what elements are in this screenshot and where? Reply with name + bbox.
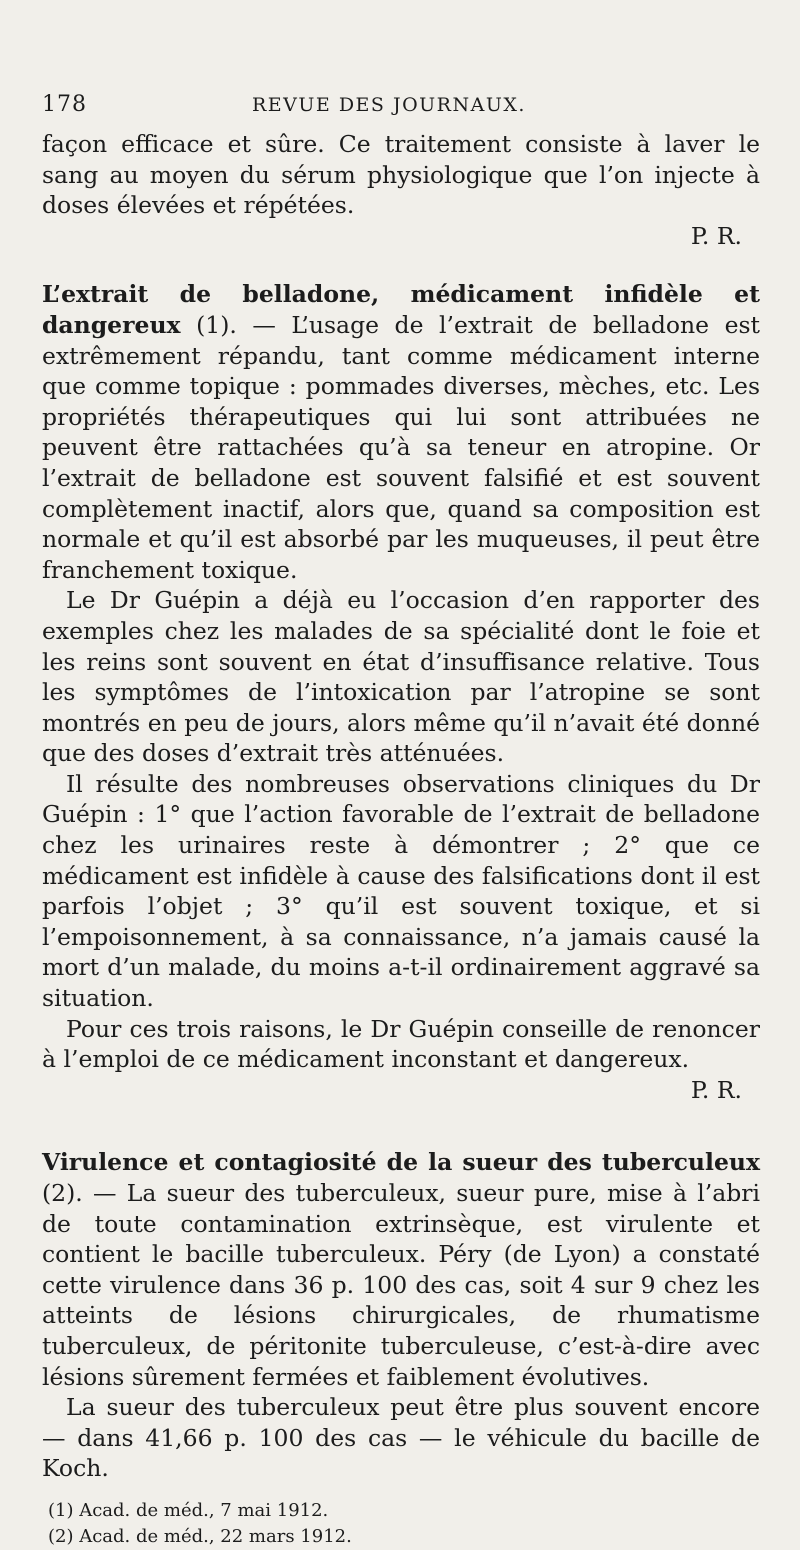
paragraph: La sueur des tuberculeux, sueur pure, mise à l’abri de toute contamination extrinsèque, est virulente et contient le bacille tuberculeux. Péry (de Lyon) a constaté cette virulence dans 36 p. 100 des cas, soit 4 sur 9 chez les atteints de lésions chirurgicales, de rhumatisme tuberculeux, de péritonite tuberculeuse, c’est-à-dire avec lésions sûrement fermées et faiblement évolutives. bbox=[42, 1179, 761, 1391]
signature: P. R. bbox=[690, 1075, 742, 1104]
footnote-1: (1) Acad. de méd., 7 mai 1912. bbox=[48, 1499, 329, 1521]
running-title: REVUE DES JOURNAUX. bbox=[252, 94, 526, 116]
footnote-ref: (2). — bbox=[42, 1179, 127, 1207]
article-title-sueur: Virulence et contagiosité de la sueur des tuberculeux bbox=[42, 1148, 760, 1177]
article-title-belladone: L’extrait de belladone, médicament infidèle et dangereux bbox=[42, 280, 760, 339]
signature: P. R. bbox=[690, 221, 742, 250]
footnote-2: (2) Acad. de méd., 22 mars 1912. bbox=[48, 1525, 352, 1547]
paragraph: Pour ces trois raisons, le Dr Guépin conseille de renoncer à l’emploi de ce médicament inconstant et dangereux. bbox=[42, 1014, 760, 1074]
belladone-intro bbox=[42, 279, 760, 585]
running-head bbox=[42, 92, 760, 117]
paragraph: La sueur des tuberculeux peut être plus souvent encore — dans 41,66 p. 100 des cas — le véhicule du bacille de Koch. bbox=[42, 1393, 760, 1483]
paragraph: L’usage de l’extrait de belladone est extrêmement répandu, tant comme médicament interne que comme topique : pommades diverses, mèches, etc. Les propriétés thérapeutiques qui lui sont attribuées ne peuvent être rattachées qu’à sa teneur en atropine. Or l’extrait de belladone est souvent falsifié et est souvent complètement inactif, alors que, quand sa composition est normale et qu’il est absorbé par les muqueuses, il peut être franchement toxique. bbox=[42, 310, 761, 584]
paragraph: Il résulte des nombreuses observations cliniques du Dr Guépin : 1° que l’action favorable de l’extrait de belladone chez les urinaires reste à démontrer ; 2° que ce médicament est infidèle à cause des falsifications dont il est parfois l’objet ; 3° qu’il est souvent toxique, et si l’empoisonnement, à sa connaissance, n’a jamais causé la mort d’un malade, du moins a-t-il ordinairement aggravé sa situation. bbox=[42, 769, 760, 1013]
prev-article-text: façon efficace et sûre. Ce traitement consiste à laver le sang au moyen du sérum physiologique que l’on injecte à doses élevées et répétées. bbox=[42, 130, 760, 220]
footnote-ref: (1). — bbox=[180, 310, 292, 339]
page-number: 178 bbox=[42, 92, 87, 117]
paragraph: Le Dr Guépin a déjà eu l’occasion d’en rapporter des exemples chez les malades de sa spécialité dont le foie et les reins sont souvent en état d’insuffisance relative. Tous les symptômes de l’intoxication par l’atropine se sont montrés en peu de jours, alors même qu’il n’avait été donné que des doses d’extrait très atténuées. bbox=[42, 586, 760, 768]
sueur-intro bbox=[42, 1147, 760, 1392]
